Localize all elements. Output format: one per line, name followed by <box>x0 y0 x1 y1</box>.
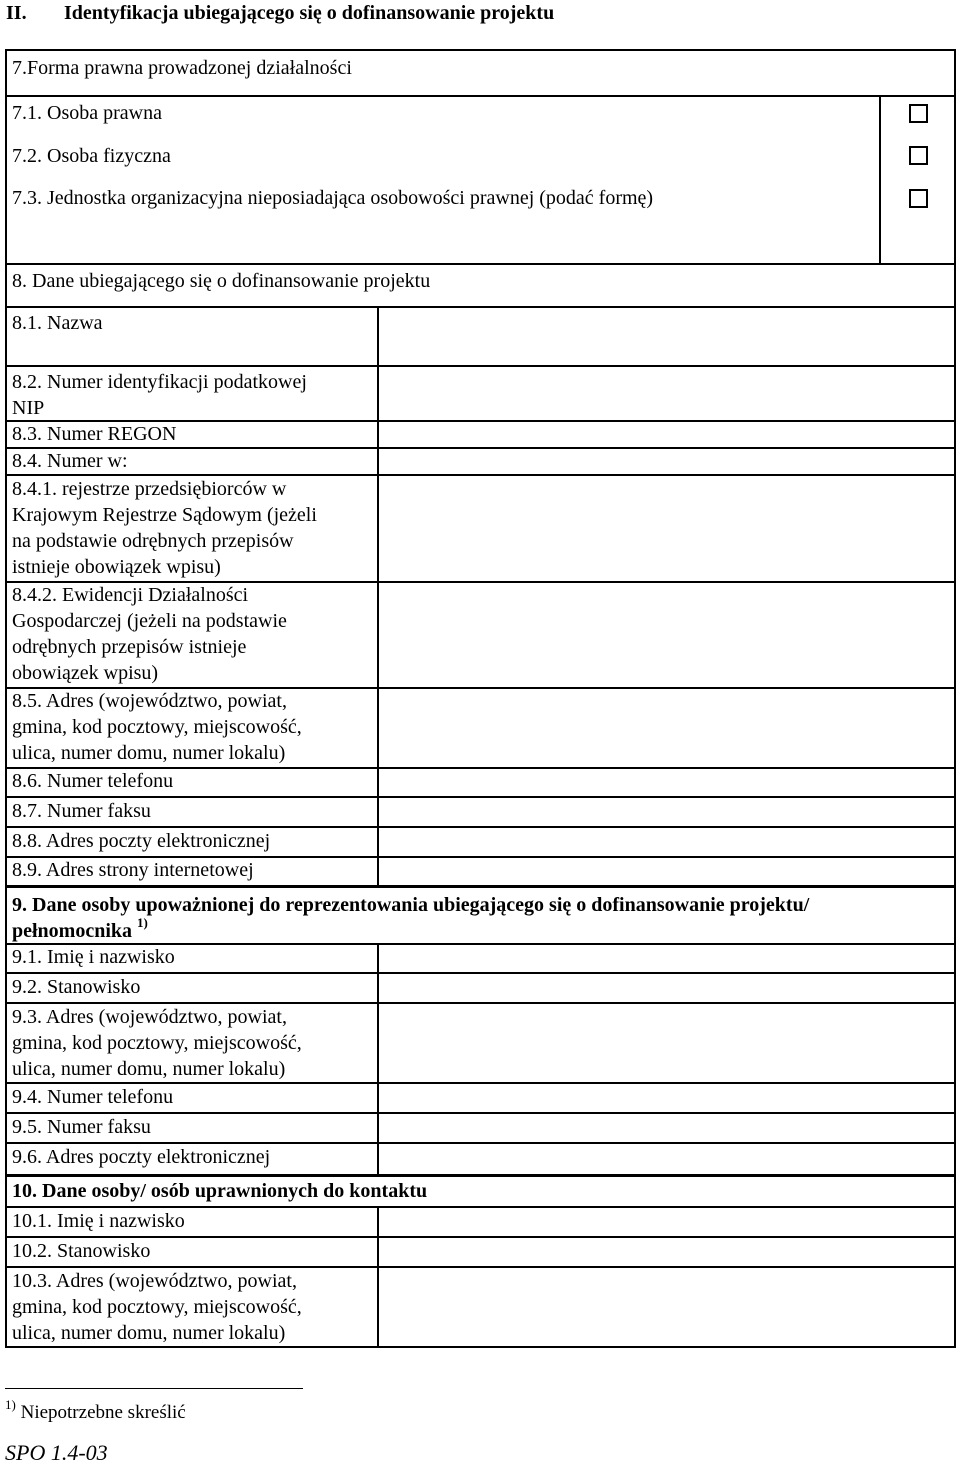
field-8-2-value[interactable] <box>380 367 953 419</box>
section-10-title: 10. Dane osoby/ osób uprawnionych do kontaktu <box>12 1180 428 1202</box>
field-9-5-label: 9.5. Numer faksu <box>12 1116 151 1138</box>
section-number: II. <box>6 2 27 24</box>
field-8-5-line3: ulica, numer domu, numer lokalu) <box>12 742 286 764</box>
field-8-4-1-value[interactable] <box>380 476 953 580</box>
field-9-5-value[interactable] <box>380 1114 953 1141</box>
field-9-3-line2: gmina, kod pocztowy, miejscowość, <box>12 1032 302 1054</box>
option-jednostka-label: 7.3. Jednostka organizacyjna nieposiadająca osobowości prawnej (podać formę) <box>12 187 654 209</box>
field-10-2-value[interactable] <box>380 1238 953 1265</box>
checkbox-jednostka[interactable] <box>909 189 928 208</box>
field-8-4-2-line4: obowiązek wpisu) <box>12 662 159 684</box>
field-8-4-2-line3: odrębnych przepisów istnieje <box>12 636 247 658</box>
field-10-2-label: 10.2. Stanowisko <box>12 1240 151 1262</box>
field-8-1-value[interactable] <box>380 308 953 364</box>
field-10-1-value[interactable] <box>380 1208 953 1235</box>
field-10-3-line2: gmina, kod pocztowy, miejscowość, <box>12 1296 302 1318</box>
field-8-2-line2: NIP <box>12 397 45 419</box>
checkbox-osoba-fizyczna[interactable] <box>909 146 928 165</box>
field-9-3-line3: ulica, numer domu, numer lokalu) <box>12 1058 286 1080</box>
option-osoba-prawna-label: 7.1. Osoba prawna <box>12 102 162 124</box>
field-8-2-label <box>12 369 307 421</box>
field-9-6-label: 9.6. Adres poczty elektronicznej <box>12 1146 271 1168</box>
field-8-6-value[interactable] <box>380 769 953 795</box>
field-9-2-value[interactable] <box>380 974 953 1001</box>
field-8-4-1-line3: na podstawie odrębnych przepisów <box>12 530 294 552</box>
field-9-1-value[interactable] <box>380 945 953 971</box>
section-8-title: 8. Dane ubiegającego się o dofinansowanie projektu <box>12 270 431 292</box>
field-8-2-line1: 8.2. Numer identyfikacji podatkowej <box>12 371 307 393</box>
field-10-1-label: 10.1. Imię i nazwisko <box>12 1210 185 1232</box>
field-8-3-value[interactable] <box>380 422 953 446</box>
section-7-title: 7.Forma prawna prowadzonej działalności <box>12 57 352 79</box>
field-10-3-line3: ulica, numer domu, numer lokalu) <box>12 1322 286 1344</box>
form-code: SPO 1.4-03 <box>5 1440 108 1465</box>
section-9-title-word: pełnomocnika <box>12 920 133 942</box>
section-9-title <box>12 892 809 944</box>
field-8-3-label: 8.3. Numer REGON <box>12 423 177 445</box>
field-8-4-1-line1: 8.4.1. rejestrze przedsiębiorców w <box>12 478 287 500</box>
field-10-3-value[interactable] <box>380 1268 953 1345</box>
field-10-3-line1: 10.3. Adres (województwo, powiat, <box>12 1270 297 1292</box>
field-9-4-value[interactable] <box>380 1084 953 1111</box>
field-8-9-label: 8.9. Adres strony internetowej <box>12 859 254 881</box>
field-8-5-value[interactable] <box>380 689 953 766</box>
checkbox-osoba-prawna[interactable] <box>909 104 928 123</box>
field-8-7-value[interactable] <box>380 798 953 825</box>
field-9-3-value[interactable] <box>380 1004 953 1081</box>
field-9-4-label: 9.4. Numer telefonu <box>12 1086 174 1108</box>
footnote-separator <box>5 1388 303 1389</box>
section-title: Identyfikacja ubiegającego się o dofinansowanie projektu <box>64 2 555 24</box>
field-8-4-label: 8.4. Numer w: <box>12 450 128 472</box>
field-8-5-line2: gmina, kod pocztowy, miejscowość, <box>12 716 302 738</box>
field-8-4-1-label <box>12 476 317 580</box>
field-8-4-2-line2: Gospodarczej (jeżeli na podstawie <box>12 610 287 632</box>
field-8-7-label: 8.7. Numer faksu <box>12 800 151 822</box>
section-9-title-line2 <box>12 915 809 944</box>
field-9-1-label: 9.1. Imię i nazwisko <box>12 946 175 968</box>
field-8-4-2-line1: 8.4.2. Ewidencji Działalności <box>12 584 249 606</box>
footnote-ref: 1) <box>137 915 148 931</box>
section-9-title-line1: 9. Dane osoby upoważnionej do reprezentowania ubiegającego się o dofinansowanie projektu/ <box>12 894 810 916</box>
footnote-marker: 1) <box>5 1396 16 1412</box>
field-9-3-label <box>12 1004 302 1082</box>
field-9-3-line1: 9.3. Adres (województwo, powiat, <box>12 1006 287 1028</box>
field-8-9-value[interactable] <box>380 858 953 884</box>
field-9-2-label: 9.2. Stanowisko <box>12 976 141 998</box>
footnote-text: Niepotrzebne skreślić <box>20 1402 186 1423</box>
field-8-4-1-line4: istnieje obowiązek wpisu) <box>12 556 221 578</box>
option-osoba-fizyczna-label: 7.2. Osoba fizyczna <box>12 145 171 167</box>
field-8-5-line1: 8.5. Adres (województwo, powiat, <box>12 690 287 712</box>
field-8-4-2-label <box>12 582 287 686</box>
field-8-4-1-line2: Krajowym Rejestrze Sądowym (jeżeli <box>12 504 317 526</box>
field-8-8-value[interactable] <box>380 828 953 855</box>
field-8-6-label: 8.6. Numer telefonu <box>12 770 174 792</box>
field-9-6-value[interactable] <box>380 1144 953 1173</box>
field-8-5-label <box>12 688 302 766</box>
footnote <box>5 1396 186 1426</box>
field-8-4-2-value[interactable] <box>380 583 953 686</box>
field-10-3-label <box>12 1268 302 1346</box>
field-8-8-label: 8.8. Adres poczty elektronicznej <box>12 830 271 852</box>
field-8-1-label: 8.1. Nazwa <box>12 312 103 334</box>
